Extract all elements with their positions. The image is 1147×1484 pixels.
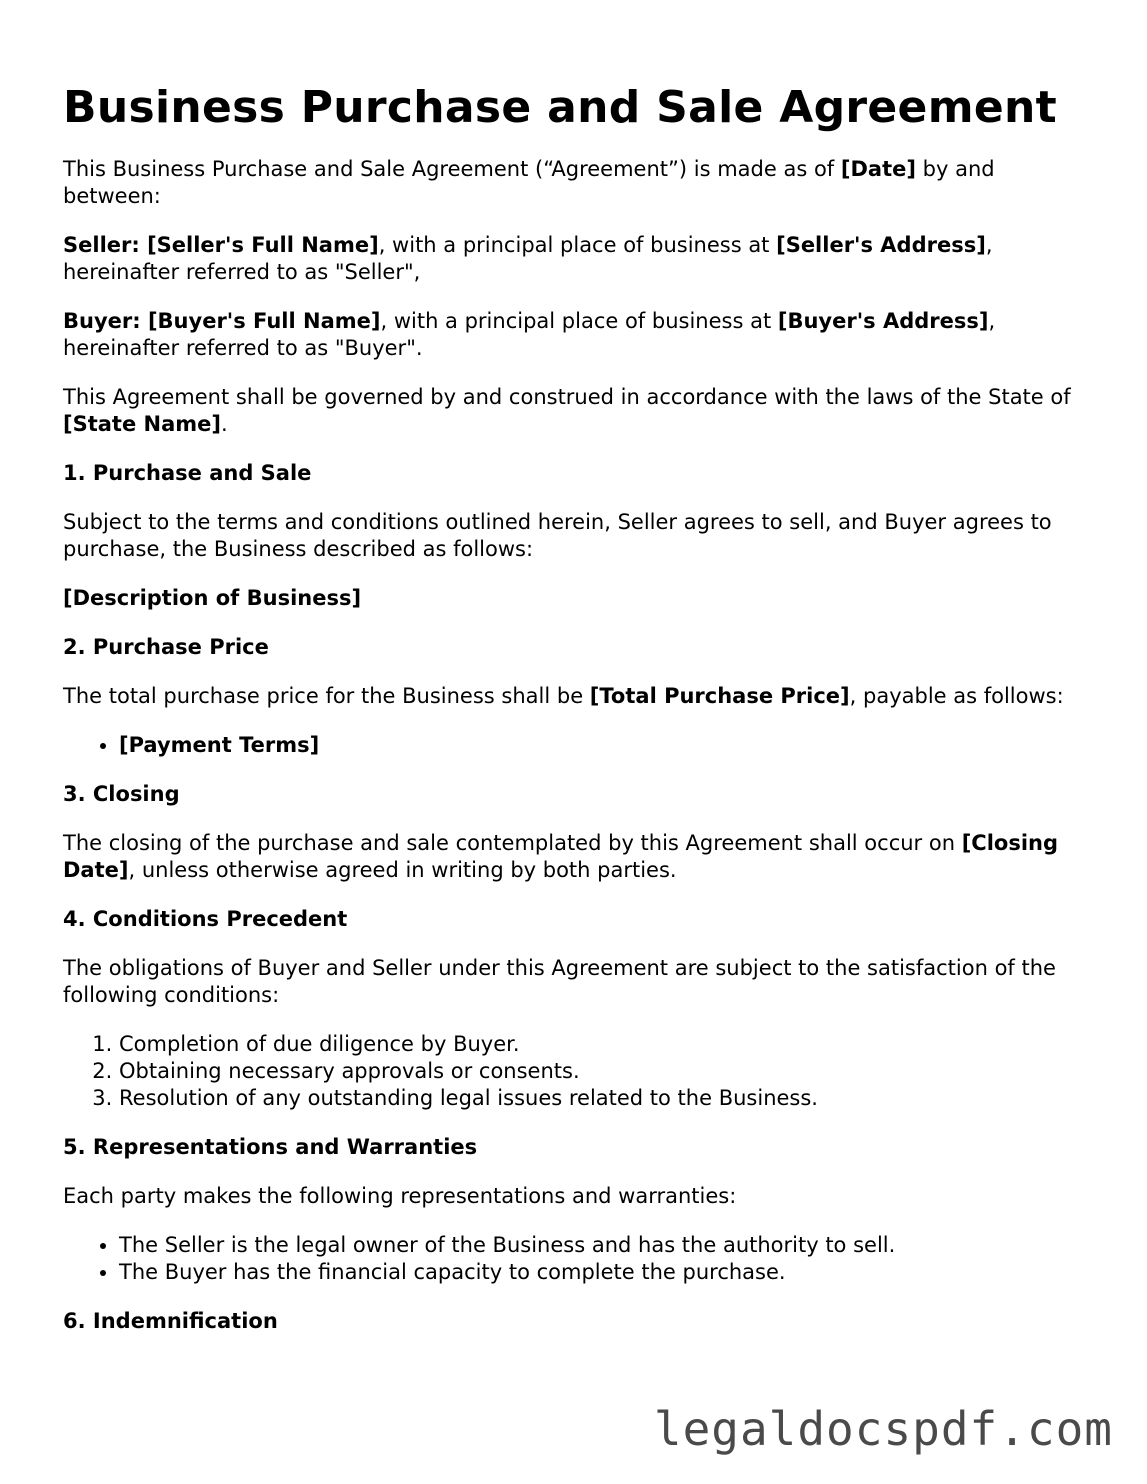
section-3-text	[63, 830, 1093, 884]
section-6-heading: 6. Indemnification	[63, 1309, 278, 1333]
price-placeholder: [Total Purchase Price]	[589, 684, 850, 708]
intro-text: This Business Purchase and Sale Agreement (“Agreement”) is made as of	[63, 157, 841, 181]
conditions-list	[63, 1031, 1093, 1112]
payment-terms-placeholder: [Payment Terms]	[119, 733, 320, 757]
buyer-paragraph	[63, 308, 1093, 362]
list-item: • The Buyer has the financial capacity to complete the purchase.	[119, 1259, 1093, 1286]
state-placeholder: [State Name]	[63, 412, 221, 436]
section-1-text: Subject to the terms and conditions outlined herein, Seller agrees to sell, and Buyer agrees to purchase, the Business described as follows:	[63, 510, 1052, 561]
price-text-end: , payable as follows:	[849, 684, 1064, 708]
document-page	[63, 80, 1093, 1357]
seller-paragraph	[63, 232, 1093, 286]
seller-label: Seller: [Seller's Full Name]	[63, 233, 379, 257]
seller-address-placeholder: [Seller's Address]	[776, 233, 986, 257]
governing-text: This Agreement shall be governed by and construed in accordance with the laws of the State of	[63, 385, 1071, 409]
list-item: 2. Obtaining necessary approvals or consents.	[119, 1058, 1093, 1085]
section-3-heading: 3. Closing	[63, 782, 180, 806]
section-2-text	[63, 683, 1093, 710]
seller-text-end: , hereinafter referred to as "Seller",	[63, 233, 993, 284]
governing-text-end: .	[221, 412, 228, 436]
buyer-text-end: , hereinafter referred to as "Buyer".	[63, 309, 996, 360]
price-text: The total purchase price for the Business shall be	[63, 684, 590, 708]
buyer-address-placeholder: [Buyer's Address]	[777, 309, 989, 333]
intro-paragraph	[63, 156, 1093, 210]
closing-text-end: , unless otherwise agreed in writing by both parties.	[128, 858, 677, 882]
section-5-heading: 5. Representations and Warranties	[63, 1135, 478, 1159]
buyer-text: , with a principal place of business at	[380, 309, 778, 333]
warranties-list	[63, 1232, 1093, 1286]
list-item	[119, 732, 1093, 759]
section-1-heading: 1. Purchase and Sale	[63, 461, 312, 485]
section-2-heading: 2. Purchase Price	[63, 635, 269, 659]
document-title: Business Purchase and Sale Agreement	[63, 82, 1057, 133]
section-4-text: The obligations of Buyer and Seller under this Agreement are subject to the satisfaction of the following conditions:	[63, 956, 1056, 1007]
section-5-text: Each party makes the following representations and warranties:	[63, 1184, 737, 1208]
section-4-heading: 4. Conditions Precedent	[63, 907, 348, 931]
business-description-text: [Description of Business]	[63, 586, 362, 610]
watermark: legaldocspdf.com	[653, 1402, 1113, 1456]
closing-date-placeholder: [Closing Date]	[63, 831, 1059, 882]
list-item: 1. Completion of due diligence by Buyer.	[119, 1031, 1093, 1058]
list-item: • The Seller is the legal owner of the Business and has the authority to sell.	[119, 1232, 1093, 1259]
list-item: 3. Resolution of any outstanding legal issues related to the Business.	[119, 1085, 1093, 1112]
governing-law-paragraph	[63, 384, 1093, 438]
intro-text-end: by and between:	[63, 157, 995, 208]
business-description-placeholder	[63, 585, 1093, 612]
date-placeholder: [Date]	[840, 157, 916, 181]
seller-text: , with a principal place of business at	[378, 233, 777, 257]
closing-text: The closing of the purchase and sale contemplated by this Agreement shall occur on	[63, 831, 962, 855]
buyer-label: Buyer: [Buyer's Full Name]	[63, 309, 381, 333]
payment-terms-list	[63, 732, 1093, 759]
